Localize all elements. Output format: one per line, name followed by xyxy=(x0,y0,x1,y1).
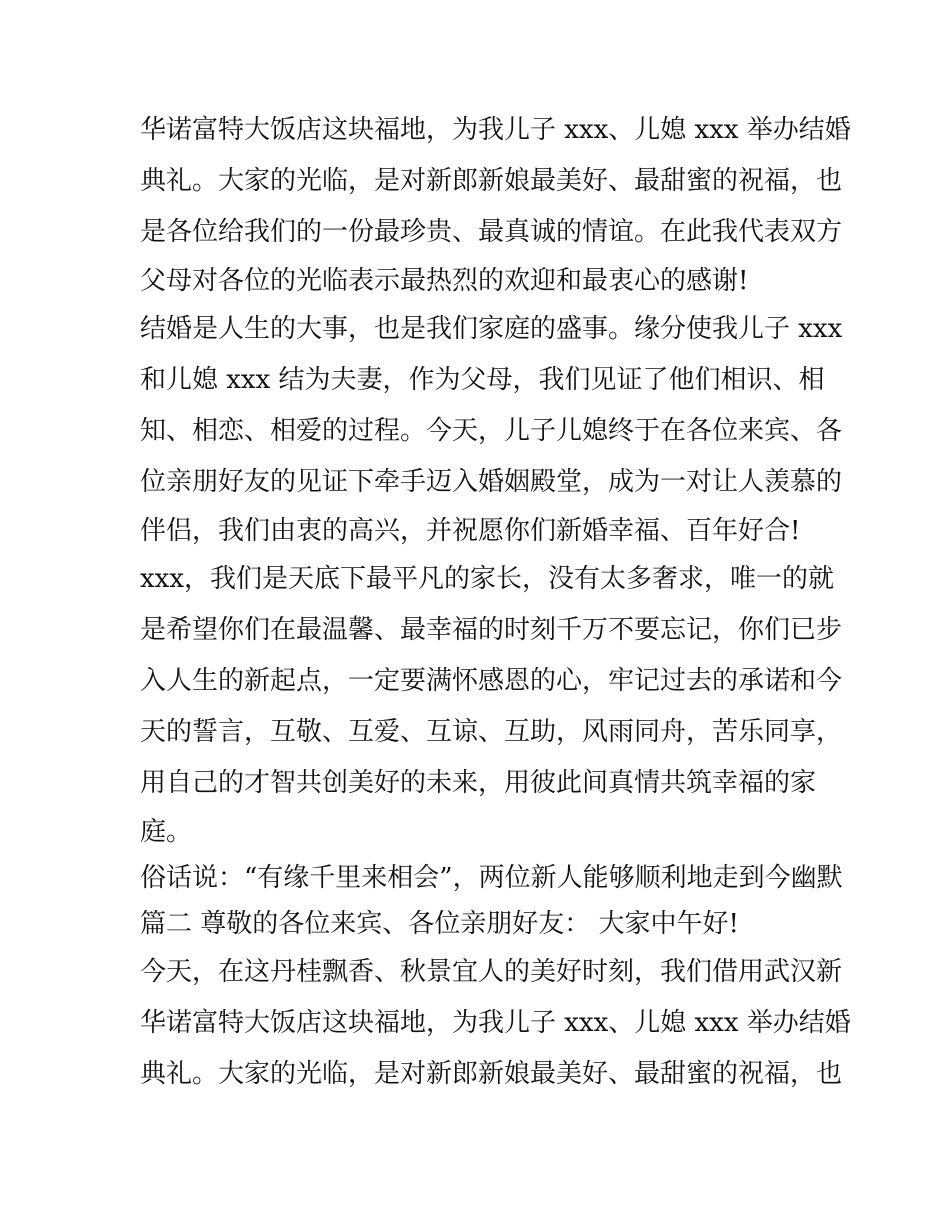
text-line: 结婚是人生的大事，也是我们家庭的盛事。缘分使我儿子 xxx xyxy=(140,314,843,344)
text-line: xxx，我们是天底下最平凡的家长，没有太多奢求，唯一的就 xyxy=(140,564,834,594)
text-line: 用自己的才智共创美好的未来，用彼此间真情共筑幸福的家 xyxy=(140,768,817,798)
text-line: 是各位给我们的一份最珍贵、最真诚的情谊。在此我代表双方 xyxy=(140,217,843,247)
text-line: 入人生的新起点，一定要满怀感恩的心，牢记过去的承诺和今 xyxy=(140,666,843,696)
text-line: 典礼。大家的光临，是对新郎新娘最美好、最甜蜜的祝福，也 xyxy=(140,1059,843,1089)
text-line: 伴侣，我们由衷的高兴，并祝愿你们新婚幸福、百年好合! xyxy=(140,516,801,546)
text-line: 俗话说：“有缘千里来相会”，两位新人能够顺利地走到今幽默 xyxy=(140,863,843,893)
text-line: 天的誓言，互敬、互爱、互谅、互助，风雨同舟，苦乐同享， xyxy=(140,717,843,747)
text-line: 华诺富特大饭店这块福地，为我儿子 xxx、儿媳 xxx 举办结婚 xyxy=(140,115,851,145)
text-line: 篇二 尊敬的各位来宾、各位亲朋好友： 大家中午好! xyxy=(140,909,739,939)
text-line: 典礼。大家的光临，是对新郎新娘最美好、最甜蜜的祝福，也 xyxy=(140,166,843,196)
text-line: 庭。 xyxy=(140,817,193,847)
text-line: 今天，在这丹桂飘香、秋景宜人的美好时刻，我们借用武汉新 xyxy=(140,957,843,987)
text-line: 位亲朋好友的见证下牵手迈入婚姻殿堂，成为一对让人羡慕的 xyxy=(140,467,843,497)
text-line: 父母对各位的光临表示最热烈的欢迎和最衷心的感谢! xyxy=(140,266,749,296)
document-body xyxy=(140,105,851,1100)
text-line: 华诺富特大饭店这块福地，为我儿子 xxx、儿媳 xxx 举办结婚 xyxy=(140,1008,851,1038)
text-line: 知、相恋、相爱的过程。今天，儿子儿媳终于在各位来宾、各 xyxy=(140,416,843,446)
text-line: 和儿媳 xxx 结为夫妻，作为父母，我们见证了他们相识、相 xyxy=(140,365,825,395)
text-line: 是希望你们在最温馨、最幸福的时刻千万不要忘记，你们已步 xyxy=(140,615,843,645)
